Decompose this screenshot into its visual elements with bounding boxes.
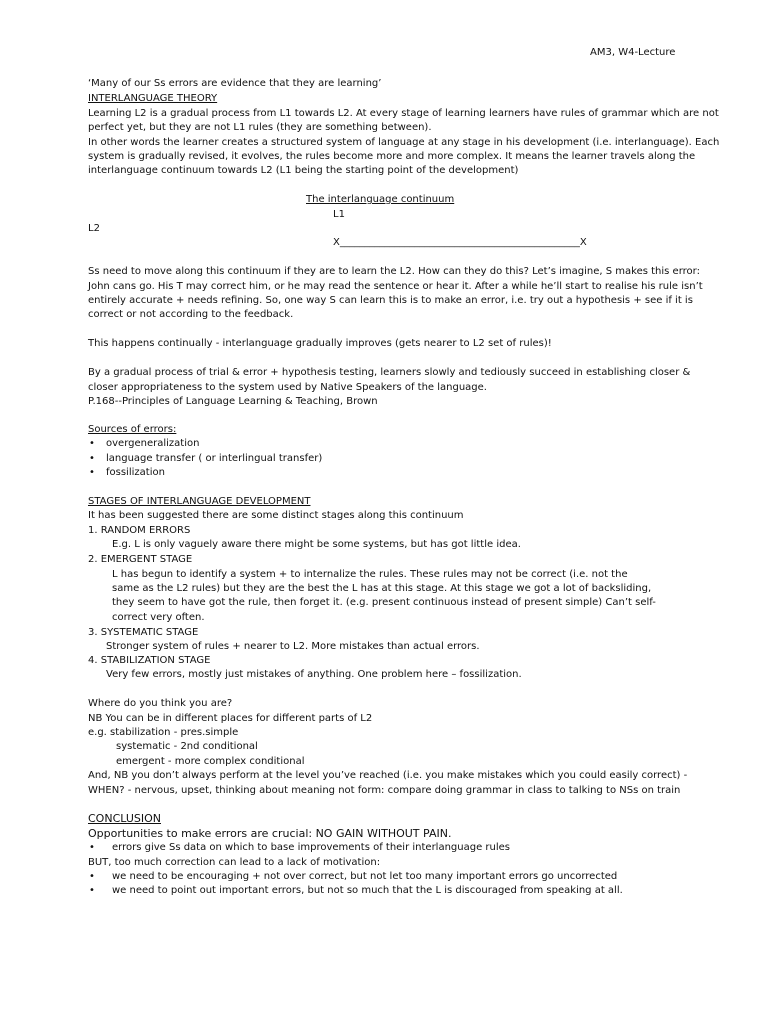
list-item: we need to be encouraging + not over correct, but not let too many important errors go uncorrected [112, 871, 618, 882]
interlanguage-heading: INTERLANGUAGE THEORY [88, 93, 218, 104]
paragraph-line: In other words the learner creates a structured system of language at any stage in his development (i.e. interlanguage). Each [88, 137, 720, 148]
conclusion-heading: CONCLUSION [88, 812, 161, 825]
bullet-icon: • [89, 871, 95, 882]
paragraph-line: Learning L2 is a gradual process from L1 towards L2. At every stage of learning learners have rules of grammar which are not [88, 108, 719, 119]
sources-heading: Sources of errors: [88, 424, 177, 435]
stage-description: correct very often. [112, 612, 205, 623]
paragraph-line: Where do you think you are? [88, 698, 233, 709]
continuum-l2-label: L2 [88, 223, 100, 234]
bullet-icon: • [89, 453, 95, 464]
paragraph-line: system is gradually revised, it evolves, the rules become more and more complex. It means the learner travels along the [88, 151, 696, 162]
bullet-icon: • [89, 467, 95, 478]
paragraph-line: closer appropriateness to the system used by Native Speakers of the language. [88, 382, 487, 393]
stage-description: same as the L2 rules) but they are the best the L has at this stage. At this stage we got a lot of backsliding, [112, 583, 652, 594]
paragraph-line: e.g. stabilization - pres.simple [88, 727, 239, 738]
page-header: AM3, W4-Lecture [590, 47, 676, 58]
paragraph-line: Opportunities to make errors are crucial: NO GAIN WITHOUT PAIN. [88, 827, 452, 840]
paragraph-line: perfect yet, but they are not L1 rules (they are something between). [88, 122, 432, 133]
paragraph-line: BUT, too much correction can lead to a lack of motivation: [88, 857, 381, 868]
list-item: we need to point out important errors, but not so much that the L is discouraged from speaking at all. [112, 885, 623, 896]
bullet-icon: • [89, 885, 95, 896]
stage-description: Very few errors, mostly just mistakes of anything. One problem here – fossilization. [106, 669, 522, 680]
paragraph-line: entirely accurate + needs refining. So, one way S can learn this is to make an error, i.e. try out a hypothesis + see if it is [88, 295, 693, 306]
paragraph-line: Ss need to move along this continuum if they are to learn the L2. How can they do this? Let’s imagine, S makes this error: [88, 266, 700, 277]
stage-title: 1. RANDOM ERRORS [88, 525, 191, 536]
list-item: language transfer ( or interlingual transfer) [106, 453, 323, 464]
paragraph-line: NB You can be in different places for different parts of L2 [88, 713, 373, 724]
opening-quote: ‘Many of our Ss errors are evidence that they are learning’ [88, 78, 382, 89]
paragraph-line: This happens continually - interlanguage gradually improves (gets nearer to L2 set of rules)! [88, 338, 552, 349]
continuum-l1-label: L1 [333, 209, 345, 220]
paragraph-line: By a gradual process of trial & error + hypothesis testing, learners slowly and tediously succeed in establishing closer & [88, 367, 691, 378]
continuum-line: X________________________________________________X [333, 237, 587, 248]
list-item: fossilization [106, 467, 165, 478]
stage-description: Stronger system of rules + nearer to L2. More mistakes than actual errors. [106, 641, 480, 652]
stage-title: 3. SYSTEMATIC STAGE [88, 627, 199, 638]
stage-title: 4. STABILIZATION STAGE [88, 655, 211, 666]
paragraph-line: correct or not according to the feedback. [88, 309, 294, 320]
stage-description: L has begun to identify a system + to internalize the rules. These rules may not be correct (i.e. not the [112, 569, 628, 580]
list-item: overgeneralization [106, 438, 200, 449]
list-item: errors give Ss data on which to base improvements of their interlanguage rules [112, 842, 511, 853]
continuum-title: The interlanguage continuum [306, 194, 455, 205]
paragraph-line: John cans go. His T may correct him, or he may read the sentence or hear it. After a while he’ll start to realise his rule isn’t [88, 281, 703, 292]
paragraph-line: WHEN? - nervous, upset, thinking about meaning not form: compare doing grammar in class to talking to NSs on train [88, 785, 681, 796]
stage-description: they seem to have got the rule, then forget it. (e.g. present continuous instead of present simple) Can’t self- [112, 597, 656, 608]
paragraph-line: emergent - more complex conditional [116, 756, 305, 767]
paragraph-line: systematic - 2nd conditional [116, 741, 258, 752]
stage-description: E.g. L is only vaguely aware there might be some systems, but has got little idea. [112, 539, 521, 550]
bullet-icon: • [89, 842, 95, 853]
paragraph-line: It has been suggested there are some distinct stages along this continuum [88, 510, 464, 521]
reference-line: P.168--Principles of Language Learning & Teaching, Brown [88, 396, 378, 407]
stages-heading: STAGES OF INTERLANGUAGE DEVELOPMENT [88, 496, 311, 507]
bullet-icon: • [89, 438, 95, 449]
paragraph-line: interlanguage continuum towards L2 (L1 being the starting point of the development) [88, 165, 519, 176]
stage-title: 2. EMERGENT STAGE [88, 554, 193, 565]
paragraph-line: And, NB you don’t always perform at the level you’ve reached (i.e. you make mistakes which you could easily correct) - [88, 770, 688, 781]
